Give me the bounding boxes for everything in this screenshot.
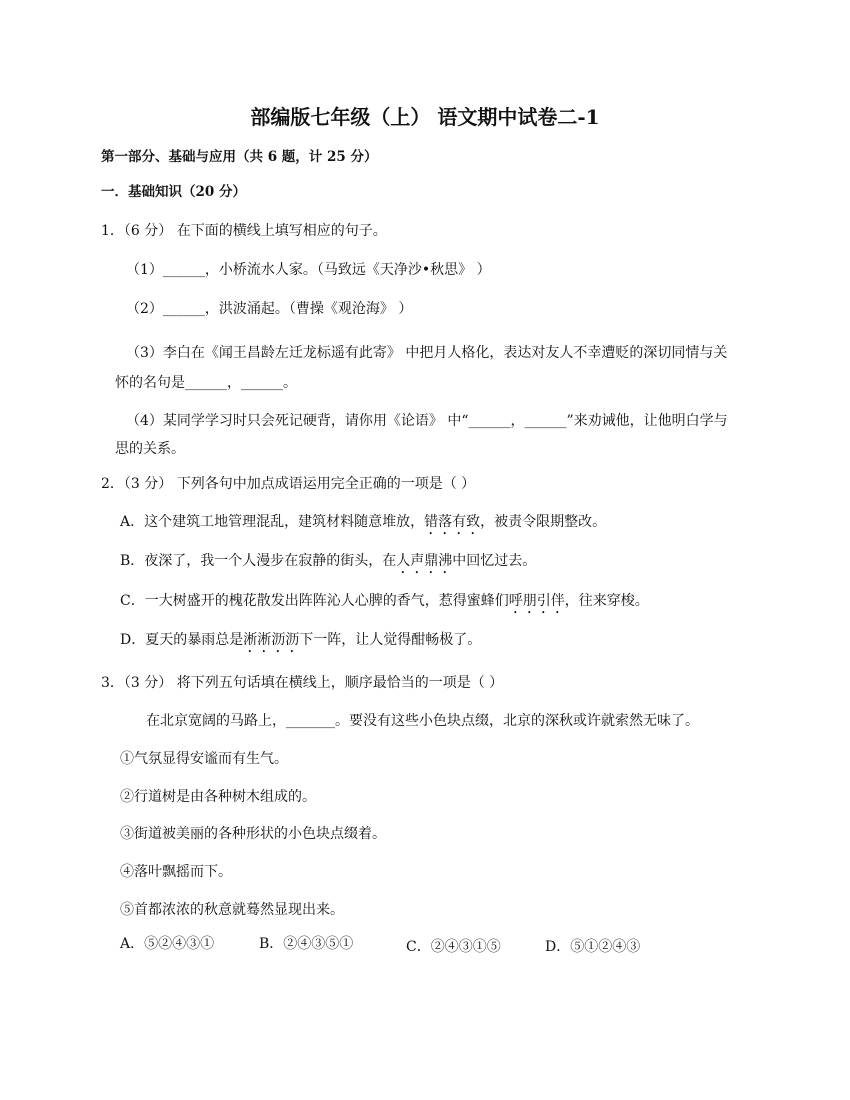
question-1-item: （4）某同学学习时只会死记硬背，请你用《论语》 中“______，______”来劝诫他，让他明白学与	[126, 413, 728, 429]
question-3-choice-b: B．②④③⑤①	[259, 936, 354, 952]
page-title: 部编版七年级（上） 语文期中试卷二-1	[250, 105, 600, 129]
question-3-sentence: ④落叶飘摇而下。	[120, 864, 232, 880]
question-3-choice-d: D．⑤①②④③	[545, 939, 641, 955]
question-2-option-b: B．夜深了，我一个人漫步在寂静的街头，在人声鼎沸中回忆过去。	[120, 553, 537, 569]
question-1-item: 思的关系。	[115, 441, 185, 457]
question-1-item: （3）李白在《闻王昌龄左迁龙标遥有此寄》 中把月人格化，表达对友人不幸遭贬的深切同情与关	[126, 345, 728, 361]
question-3-sentence: ③街道被美丽的各种形状的小色块点缀着。	[120, 826, 386, 842]
question-1-item: （1）______，小桥流水人家。（马致远《天净沙•秋思》 ）	[126, 262, 491, 278]
emphasized-idiom: 错落有致	[424, 514, 481, 530]
question-2-option-d: D．夏天的暴雨总是淅淅沥沥下一阵，让人觉得酣畅极了。	[120, 632, 482, 648]
question-1-item: 怀的名句是______，______。	[115, 375, 297, 391]
question-3-sentence: ②行道树是由各种树木组成的。	[120, 789, 316, 805]
section-heading: 一．基础知识（20 分）	[101, 184, 246, 200]
question-2-option-a: A．这个建筑工地管理混乱，建筑材料随意堆放，错落有致，被责令限期整改。	[120, 514, 607, 530]
question-3-sentence: ⑤首都浓浓的秋意就蓦然显现出来。	[120, 902, 344, 918]
question-1-item: （2）______，洪波涌起。（曹操《观沧海》 ）	[126, 301, 413, 317]
part-heading: 第一部分、基础与应用（共 6 题，计 25 分）	[101, 149, 378, 165]
emphasized-idiom: 淅淅沥沥	[243, 632, 300, 648]
question-2-stem: 2．（3 分） 下列各句中加点成语运用完全正确的一项是（ ）	[101, 476, 476, 492]
emphasized-idiom: 人声鼎沸	[396, 553, 453, 569]
emphasized-idiom: 呼朋引伴	[508, 593, 565, 609]
question-3-choice-c: C．②④③①⑤	[406, 939, 501, 955]
question-3-stem: 3．（3 分） 将下列五句话填在横线上，顺序最恰当的一项是（ ）	[101, 675, 504, 691]
question-3-choice-a: A．⑤②④③①	[120, 936, 215, 952]
question-3-passage: 在北京宽阔的马路上，_______。要没有这些小色块点缀，北京的深秋或许就索然无味了。	[146, 713, 699, 729]
question-2-option-c: C．一大树盛开的槐花散发出阵阵沁人心脾的香气，惹得蜜蜂们呼朋引伴，往来穿梭。	[120, 593, 649, 609]
question-3-sentence: ①气氛显得安谧而有生气。	[120, 751, 288, 767]
question-1-stem: 1．（6 分） 在下面的横线上填写相应的句子。	[101, 223, 387, 239]
